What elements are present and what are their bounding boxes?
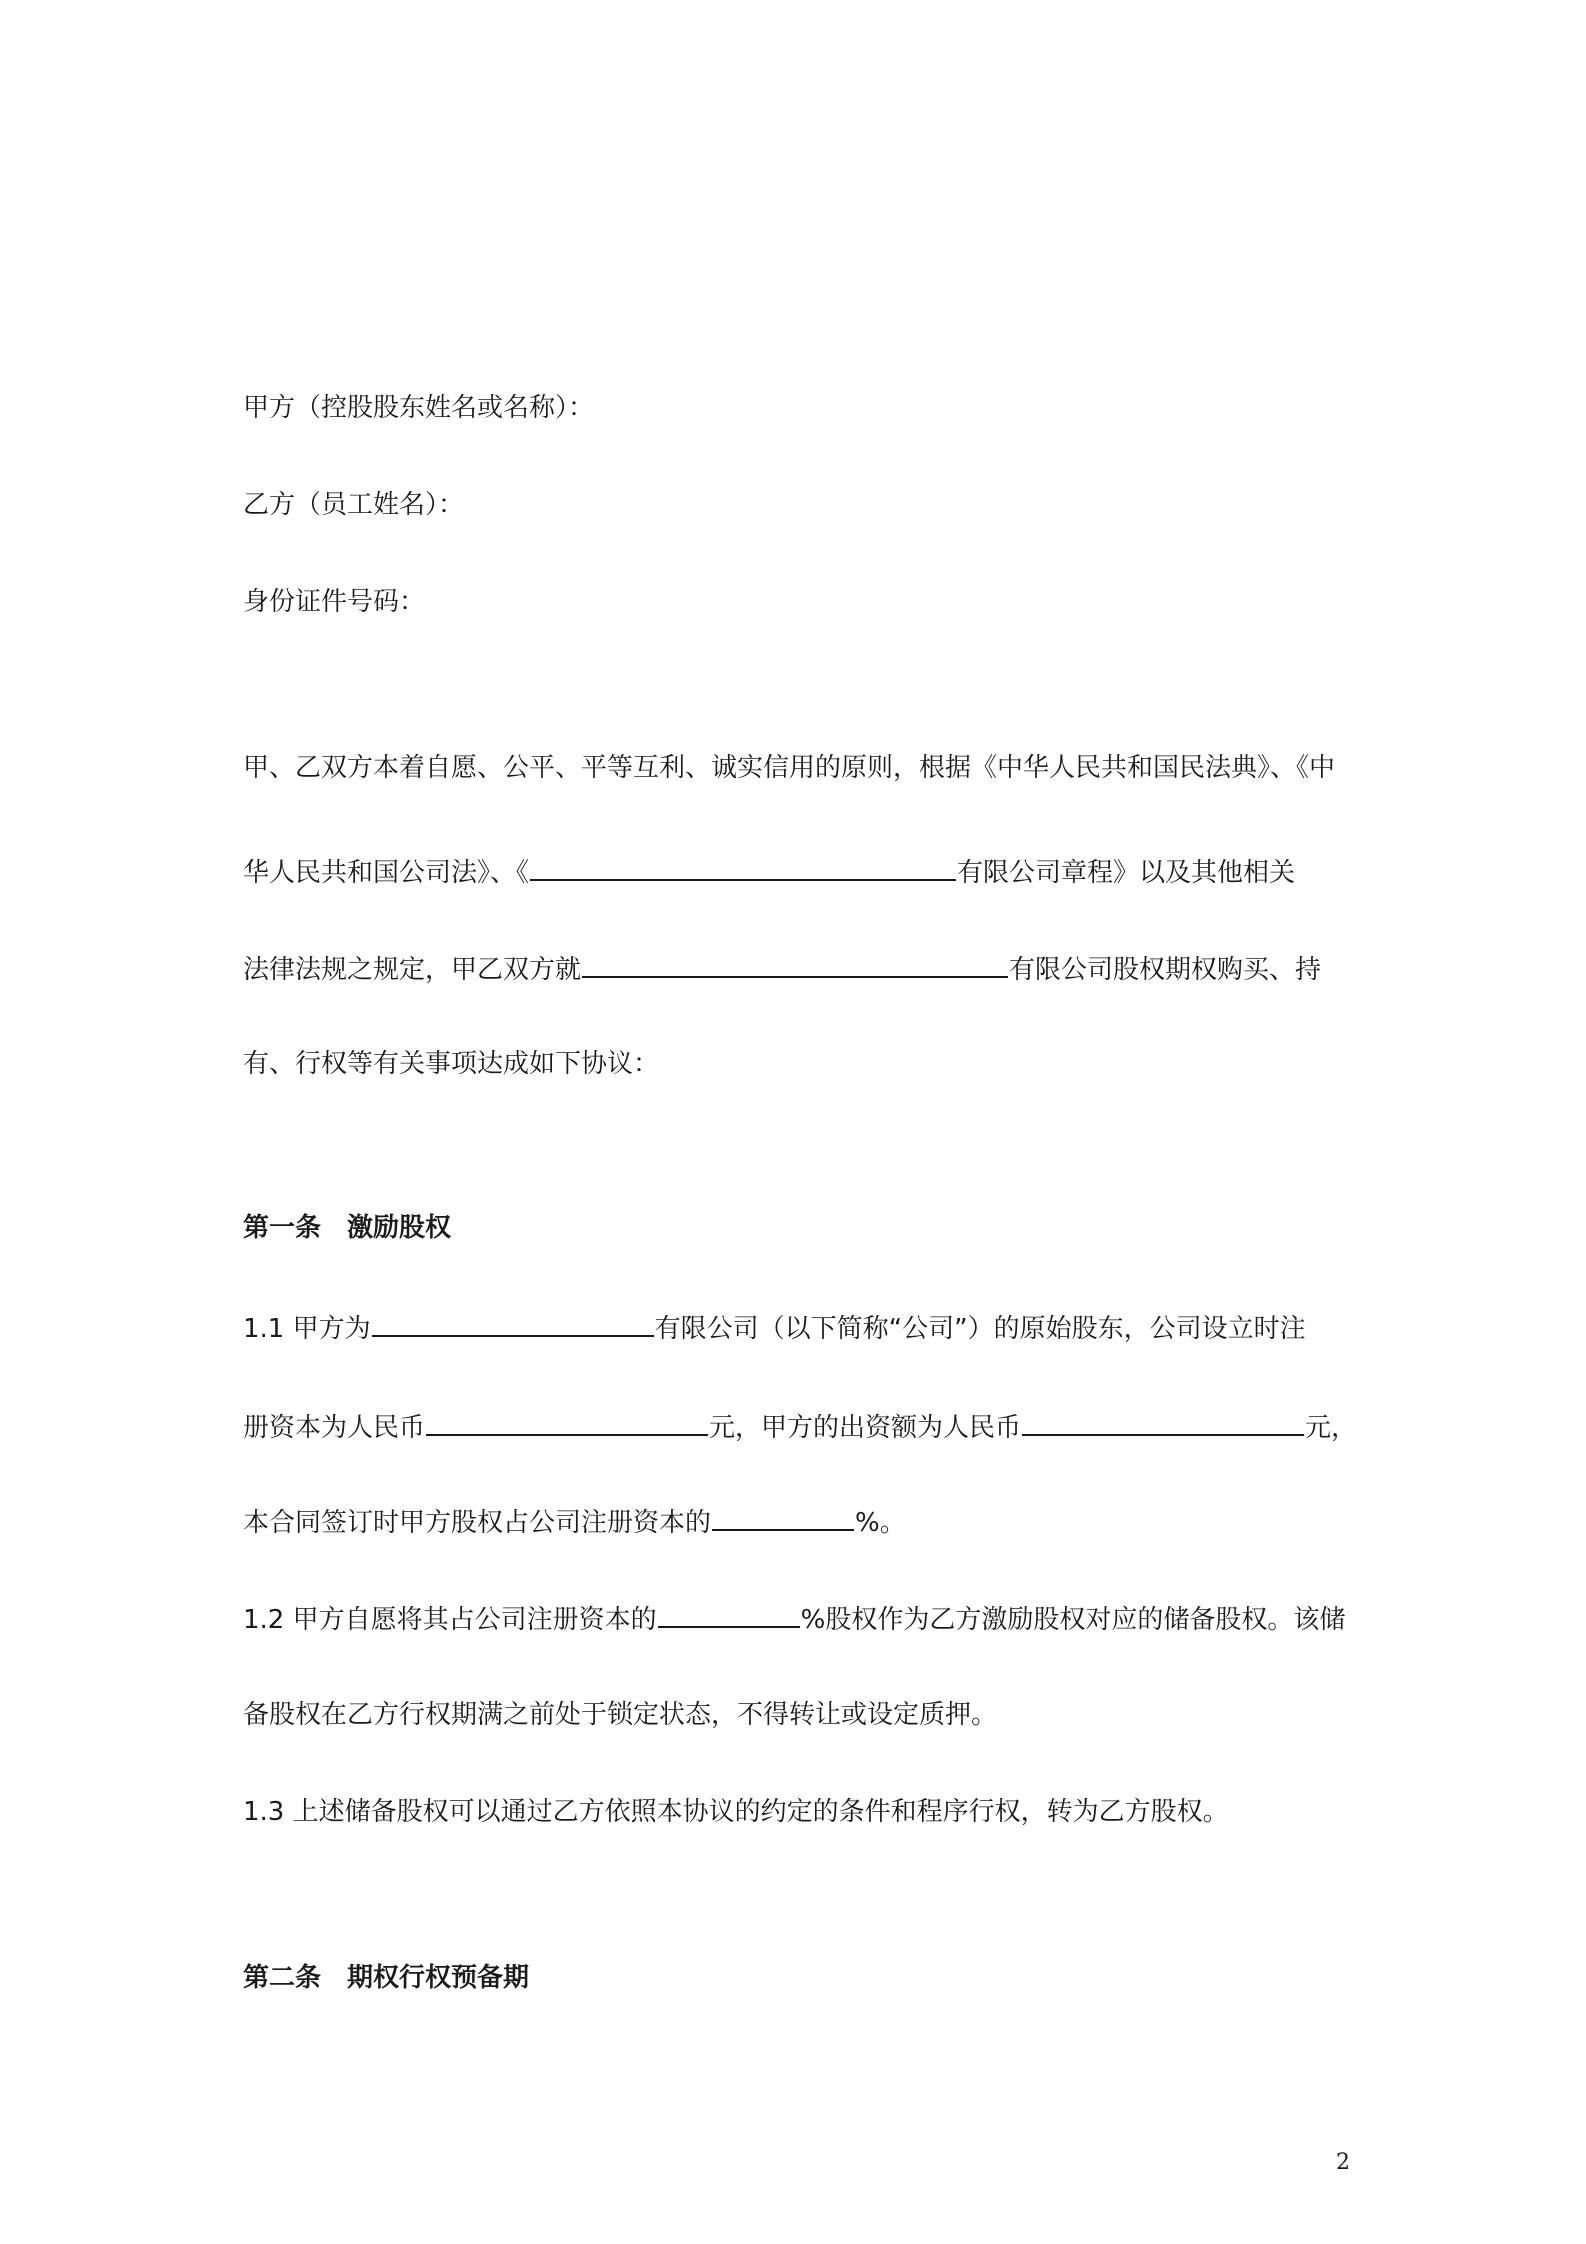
company-name-blank-3[interactable] (372, 1309, 654, 1337)
clause-1-1-line-3 (243, 1503, 906, 1541)
company-name-blank-2[interactable] (582, 950, 1008, 978)
preamble-line-2-end: 有限公司章程》以及其他相关 (957, 858, 1296, 888)
article-2-heading (243, 1960, 529, 1996)
clause-1-2-line-2: 备股权在乙方行权期满之前处于锁定状态，不得转让或设定质押。 (243, 1700, 998, 1730)
clause-1-3: 1.3 上述储备股权可以通过乙方依照本协议的约定的条件和程序行权，转为乙方股权。 (243, 1797, 1229, 1827)
clause-1-1-part-f: 本合同签订时甲方股权占公司注册资本的 (243, 1508, 712, 1538)
preamble-line-2 (243, 853, 1295, 891)
clause-1-1-line-2 (243, 1408, 1357, 1446)
clause-1-1-part-b: 有限公司（以下简称“公司”）的原始股东，公司设立时注 (654, 1314, 1306, 1344)
clause-1-1-part-a: 1.1 甲方为 (243, 1314, 371, 1344)
party-a-label: 甲方（控股股东姓名或名称）： (243, 393, 595, 423)
clause-1-1-part-e: 元， (1305, 1413, 1358, 1443)
article-1-heading (243, 1210, 451, 1246)
article-1-title: 激励股权 (347, 1213, 452, 1243)
clause-1-2-part-b: %股权作为乙方激励股权对应的储备股权。该储 (800, 1605, 1346, 1635)
preamble-line-3-start: 法律法规之规定，甲乙双方就 (243, 955, 582, 985)
registered-capital-blank[interactable] (426, 1408, 708, 1436)
article-1-number: 第一条 (243, 1213, 322, 1243)
equity-percentage-blank[interactable] (712, 1503, 854, 1531)
clause-1-1-part-c: 册资本为人民币 (243, 1413, 426, 1443)
preamble-line-3-end: 有限公司股权期权购买、持 (1009, 955, 1322, 985)
clause-1-1-part-g: %。 (855, 1508, 906, 1538)
page-number: 2 (1336, 2150, 1350, 2175)
preamble-line-1: 甲、乙双方本着自愿、公平、平等互利、诚实信用的原则，根据《中华人民共和国民法典》、《中 (243, 753, 1336, 783)
party-b-label: 乙方（员工姓名）： (243, 490, 465, 520)
preamble-line-4: 有、行权等有关事项达成如下协议： (243, 1049, 660, 1079)
preamble-line-3 (243, 950, 1321, 988)
clause-1-2-line-1 (243, 1600, 1345, 1638)
clause-1-1-part-d: 元，甲方的出资额为人民币 (709, 1413, 1022, 1443)
capital-contribution-blank[interactable] (1022, 1408, 1304, 1436)
company-name-blank[interactable] (530, 853, 956, 881)
preamble-line-2-start: 华人民共和国公司法》、《 (243, 858, 530, 888)
clause-1-2-part-a: 1.2 甲方自愿将其占公司注册资本的 (243, 1605, 657, 1635)
id-number-label: 身份证件号码： (243, 587, 426, 617)
clause-1-1-line-1 (243, 1309, 1306, 1347)
article-2-title: 期权行权预备期 (347, 1963, 530, 1993)
reserve-equity-percentage-blank[interactable] (658, 1600, 800, 1628)
article-2-number: 第二条 (243, 1963, 322, 1993)
